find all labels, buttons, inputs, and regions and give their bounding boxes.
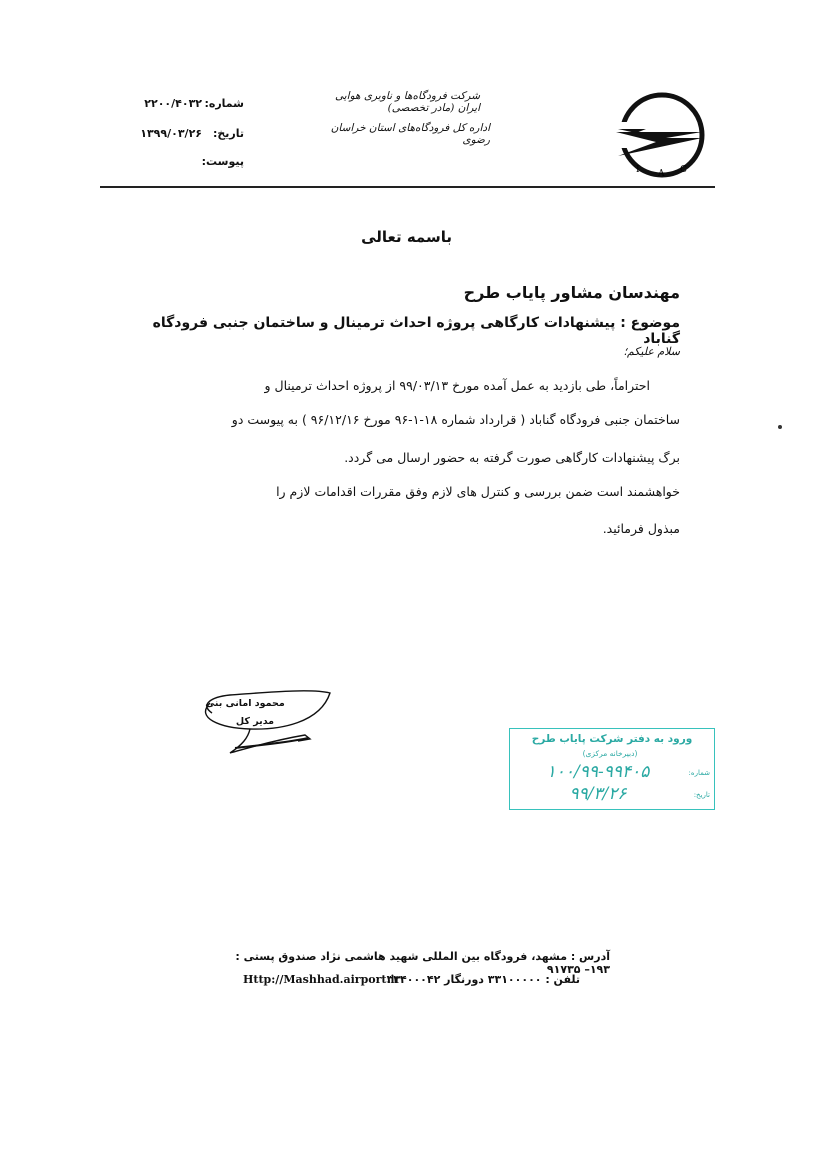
- letter-subject: موضوع : پیشنهادات کارگاهی پروژه احداث ترمینال و ساختمان جنبی فرودگاه گناباد: [152, 315, 680, 347]
- iac-logo: [606, 92, 714, 178]
- body-line: احتراماً، طی بازدید به عمل آمده مورخ ۹۹/۰۳/۱۳ از پروژه احداث ترمینال و: [264, 378, 650, 393]
- body-line: خواهشمند است ضمن بررسی و کنترل های لازم وفق مقررات اقدامات لازم را: [276, 484, 680, 499]
- letter-recipient: مهندسان مشاور پایاب طرح: [463, 283, 680, 302]
- signer-name: محمود امانی بنی: [205, 698, 285, 709]
- stamp-title: ورود به دفتر شرکت پایاب طرح: [531, 733, 693, 745]
- stamp-date-label: تاریخ:: [693, 791, 710, 799]
- letter-date-value: ۱۳۹۹/۰۳/۲۶: [140, 127, 202, 140]
- margin-dot: [778, 425, 782, 429]
- attachment-label: پیوست:: [201, 155, 244, 168]
- signer-title: مدیر کل: [235, 716, 275, 727]
- body-line: مبذول فرمائید.: [602, 521, 680, 536]
- stamp-number-label: شماره:: [688, 769, 710, 777]
- letter-date-label: تاریخ:: [212, 127, 244, 140]
- received-stamp: [509, 728, 715, 810]
- letter-number-value: ۲۲۰۰/۴۰۳۲: [144, 97, 202, 110]
- letter-invocation: باسمه تعالی: [361, 228, 452, 246]
- logo-letter-i: I: [636, 165, 640, 175]
- letter-number-label: شماره:: [204, 97, 244, 110]
- letter-greeting: سلام علیکم؛: [623, 345, 680, 358]
- footer-phone: تلفن : ۳۳۱۰۰۰۰۰ دورنگار ۳۳۴۰۰۰۴۲: [386, 973, 580, 986]
- body-line: برگ پیشنهادات کارگاهی صورت گرفته به حضور ارسال می گردد.: [344, 450, 680, 465]
- footer-website-link[interactable]: Http://Mashhad.airport.ir: [243, 973, 401, 986]
- stamp-number-value: ۱۰۰/۹۹-۹۹۴۰۵: [546, 762, 650, 782]
- logo-letter-c: C: [680, 165, 687, 175]
- stamp-subtitle: (دبیرخانه مرکزی): [582, 749, 638, 758]
- logo-letter-a: A: [658, 169, 665, 178]
- footer-address: آدرس : مشهد، فرودگاه بین المللی شهید هاشمی نژاد صندوق پستی : ۱۹۳– ۹۱۷۳۵: [235, 950, 610, 976]
- body-line: ساختمان جنبی فرودگاه گناباد ( قرارداد شماره ۱۸-۱-۹۶ مورخ ۹۶/۱۲/۱۶ ) به پیوست دو: [231, 412, 680, 427]
- organization-name: شرکت فرودگاه‌ها و ناوبری هوایی ایران (مادر تخصصی): [335, 90, 480, 114]
- header-divider: [100, 186, 715, 188]
- stamp-date-value: ۹۹/۳/۲۶: [569, 784, 627, 804]
- organization-department: اداره کل فرودگاه‌های استان خراسان رضوی: [330, 122, 490, 146]
